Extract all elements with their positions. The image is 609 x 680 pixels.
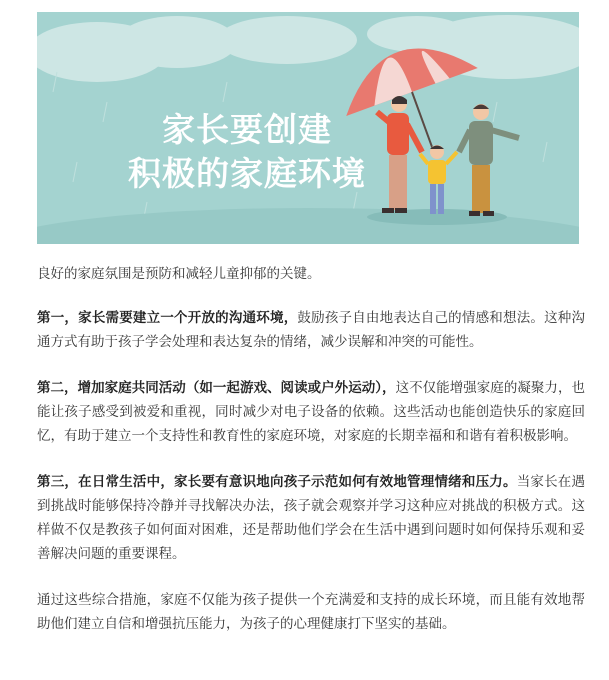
hero-banner [37,12,579,244]
banner-title-line2: 积极的家庭环境 [128,154,366,193]
point-one-paragraph [37,306,585,354]
banner-title [117,108,377,196]
point-two-paragraph [37,376,585,448]
point-one-heading: 第一，家长需要建立一个开放的沟通环境， [37,310,298,326]
point-three-paragraph [37,470,585,566]
intro-paragraph: 良好的家庭氛围是预防和减轻儿童抑郁的关键。 [37,266,321,282]
point-two-text: 这不仅能增强家庭的凝聚力，也能让孩子感受到被爱和重视，同时减少对电子设备的依赖。这些活动也能创造快乐的家庭回忆，有助于建立一个支持性和教育性的家庭环境，对家庭的长期幸福和和谐有着积极影响。 [37,380,585,444]
article-body [37,262,585,658]
point-three-heading: 第三，在日常生活中，家长要有意识地向孩子示范如何有效地管理情绪和压力。 [37,474,517,490]
point-three-text: 当家长在遇到挑战时能够保持冷静并寻找解决办法，孩子就会观察并学习这种应对挑战的积极方式。这样做不仅是教孩子如何面对困难，还是帮助他们学会在生活中遇到问题时如何保持乐观和妥善解决问题的重要课程。 [37,474,586,562]
point-two-heading: 第二，增加家庭共同活动（如一起游戏、阅读或户外运动）， [37,380,396,396]
banner-title-line1: 家长要创建 [162,110,332,149]
point-one-text: 鼓励孩子自由地表达自己的情感和想法。这种沟通方式有助于孩子学会处理和表达复杂的情绪，减少误解和冲突的可能性。 [37,310,586,350]
conclusion-paragraph: 通过这些综合措施，家庭不仅能为孩子提供一个充满爱和支持的成长环境，而且能有效地帮助他们建立自信和增强抗压能力，为孩子的心理健康打下坚实的基础。 [37,592,585,632]
